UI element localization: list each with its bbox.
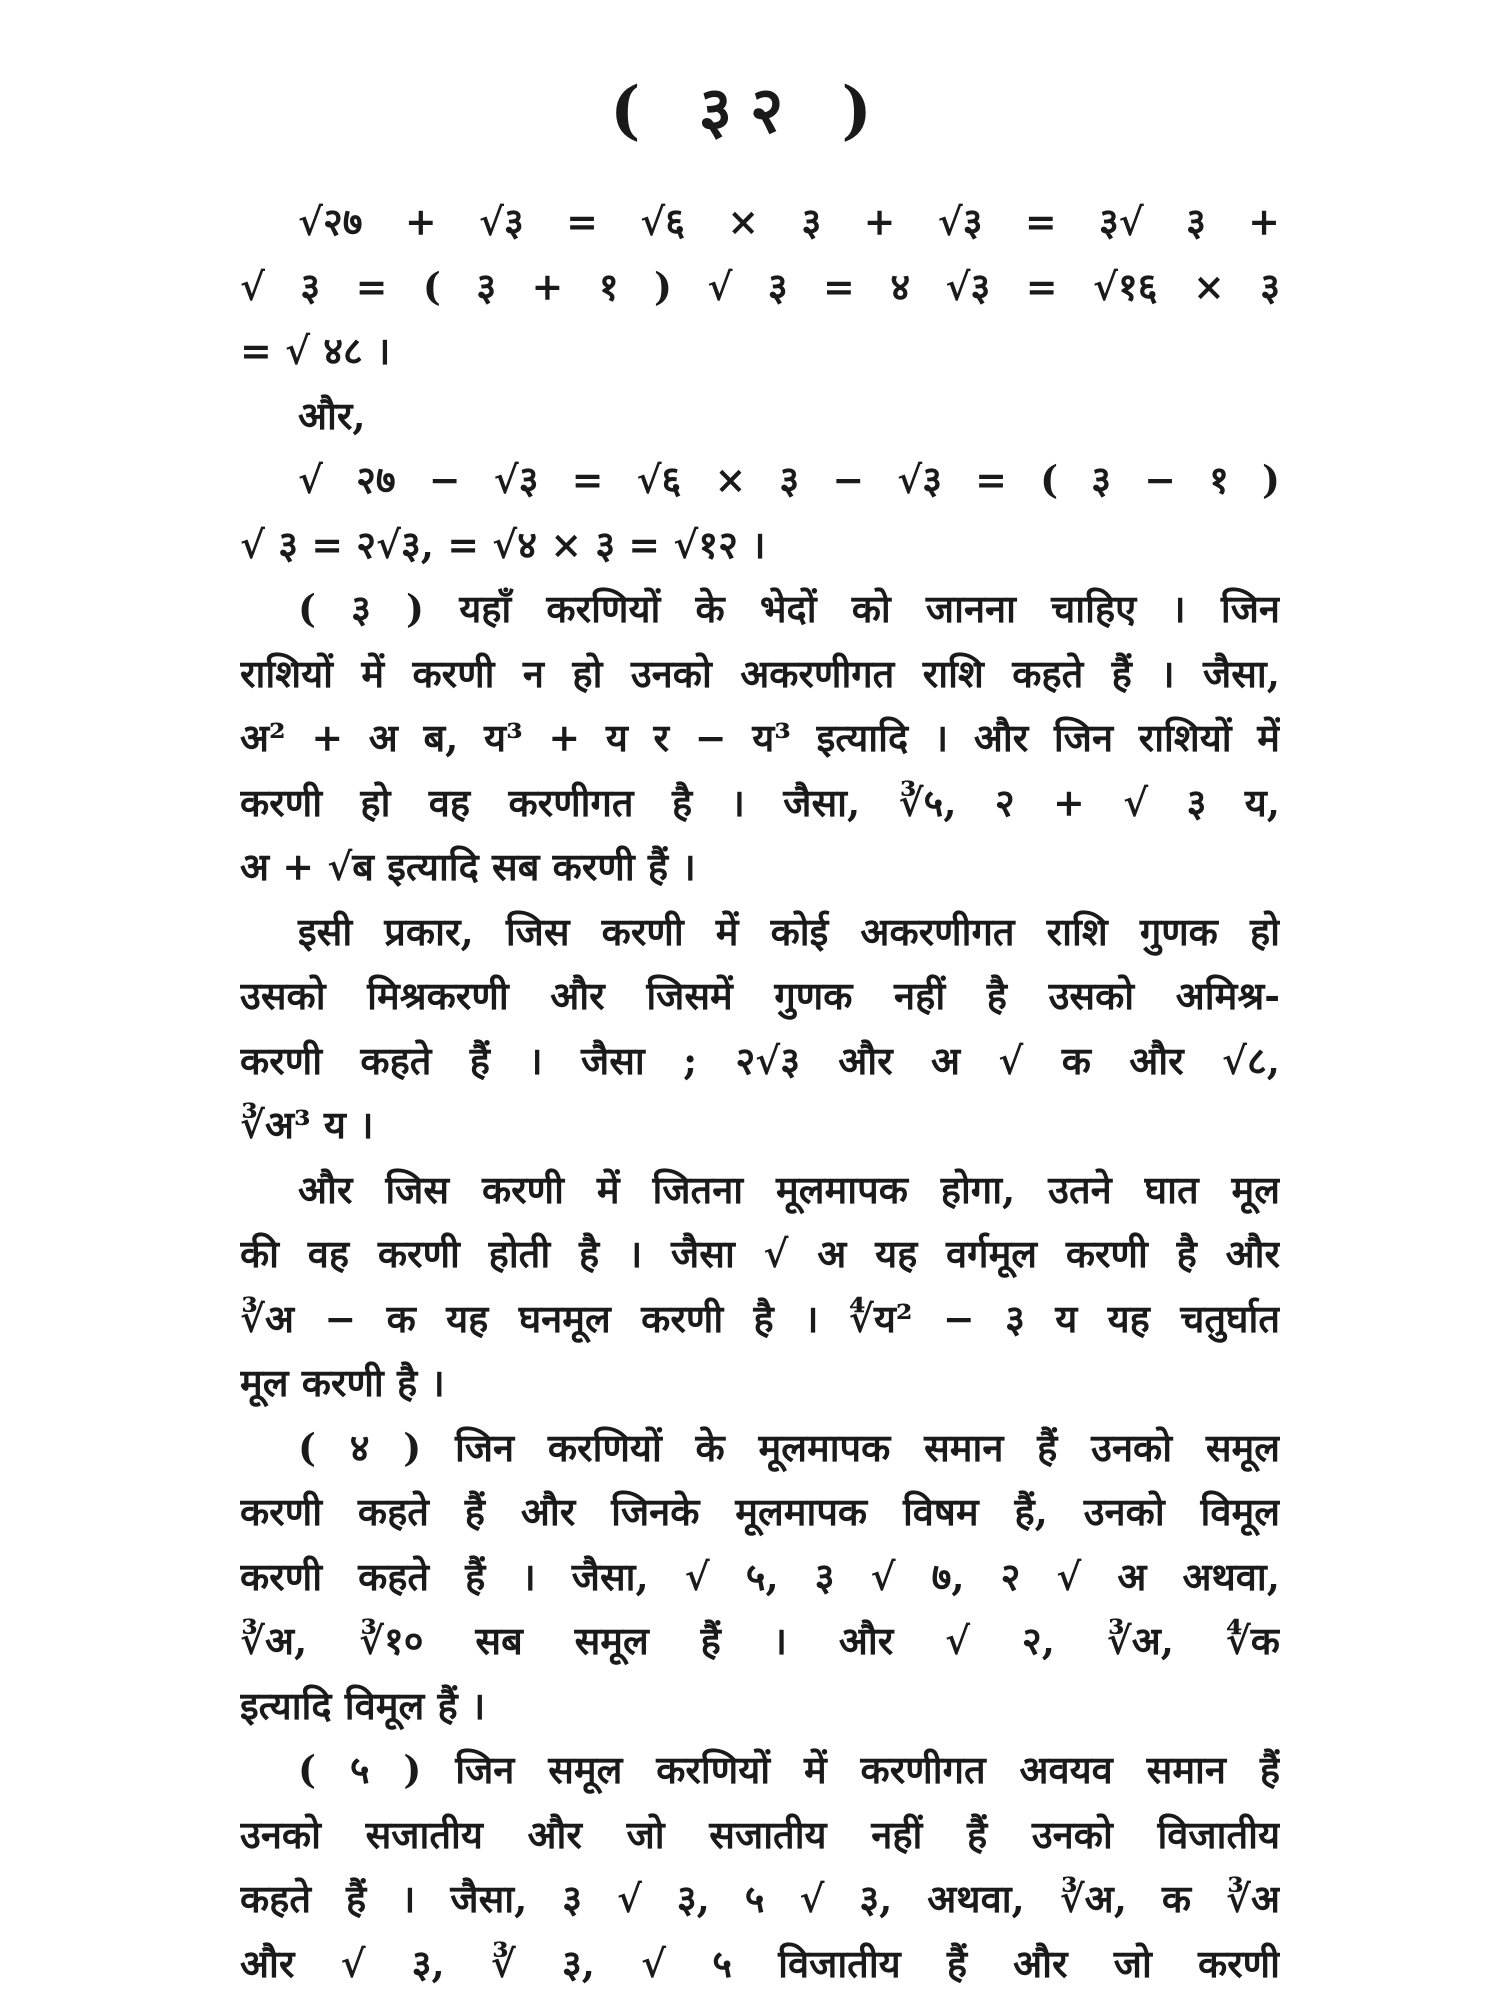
text-line: इत्यादि विमूल हैं ।	[240, 1682, 486, 1728]
text-line: √२७ + √३ = √६ × ३ + √३ = ३√ ३ +	[298, 199, 1280, 244]
text-line: ( ४ ) जिन करणियों के मूलमापक समान हैं उनको समूल	[298, 1424, 1280, 1470]
text-line: √ ३ = २√३, = √४ × ३ = √१२ ।	[240, 521, 766, 567]
text-line: = √ ४८ ।	[240, 328, 391, 373]
text-line: ∛अ, ∛१० सब समूल हैं । और √ २, ∛अ, ∜क	[240, 1618, 1280, 1663]
page-number: ( ३२ )	[610, 73, 890, 148]
text-line: करणी कहते हैं । जैसा ; २√३ और अ √ क और √८,	[240, 1037, 1280, 1083]
text-line: करणी कहते हैं । जैसा, √ ५, ३ √ ७, २ √ अ अथवा,	[240, 1553, 1280, 1599]
text-line: ( ३ ) यहाँ करणियों के भेदों को जानना चाहिए । जिन	[298, 586, 1280, 631]
text-line: अ + √ब इत्यादि सब करणी हैं ।	[240, 844, 696, 889]
text-line: उनको सजातीय और जो सजातीय नहीं हैं उनको विजातीय	[240, 1811, 1280, 1857]
text-line: और जिस करणी में जितना मूलमापक होगा, उतने घात मूल	[298, 1166, 1280, 1212]
text-line: √ २७ − √३ = √६ × ३ − √३ = ( ३ − १ )	[298, 457, 1280, 502]
text-line: ∛अ − क यह घनमूल करणी है । ∜य² − ३ य यह चतुर्घात	[240, 1295, 1280, 1341]
text-line: की वह करणी होती है । जैसा √ अ यह वर्गमूल करणी है और	[240, 1231, 1280, 1276]
text-line: राशियों में करणी न हो उनको अकरणीगत राशि कहते हैं । जैसा,	[240, 650, 1280, 696]
text-line: करणी हो वह करणीगत है । जैसा, ∛५, २ + √ ३ य,	[240, 779, 1280, 825]
text-line: और √ ३, ∛ ३, √ ५ विजातीय हैं और जो करणी	[240, 1940, 1280, 1986]
text-line: √ ३ = ( ३ + १ ) √ ३ = ४ √३ = √१६ × ३	[240, 263, 1280, 309]
body-text	[240, 190, 1280, 1996]
text-line: इसी प्रकार, जिस करणी में कोई अकरणीगत राशि गुणक हो	[298, 908, 1280, 954]
text-line: ∛अ³ य ।	[240, 1102, 374, 1147]
text-line: ( ५ ) जिन समूल करणियों में करणीगत अवयव समान हैं	[298, 1747, 1280, 1792]
text-line: मूल करणी है ।	[240, 1360, 445, 1405]
text-line: करणी कहते हैं और जिनके मूलमापक विषम हैं, उनको विमूल	[240, 1489, 1280, 1534]
text-line: और,	[298, 392, 366, 438]
text-line: कहते हैं । जैसा, ३ √ ३, ५ √ ३, अथवा, ∛अ, क ∛अ	[240, 1876, 1280, 1921]
text-line: उसको मिश्रकरणी और जिसमें गुणक नहीं है उसको अमिश्र-	[240, 973, 1280, 1018]
text-line: अ² + अ ब, य³ + य र − य³ इत्यादि । और जिन राशियों में	[240, 715, 1280, 760]
